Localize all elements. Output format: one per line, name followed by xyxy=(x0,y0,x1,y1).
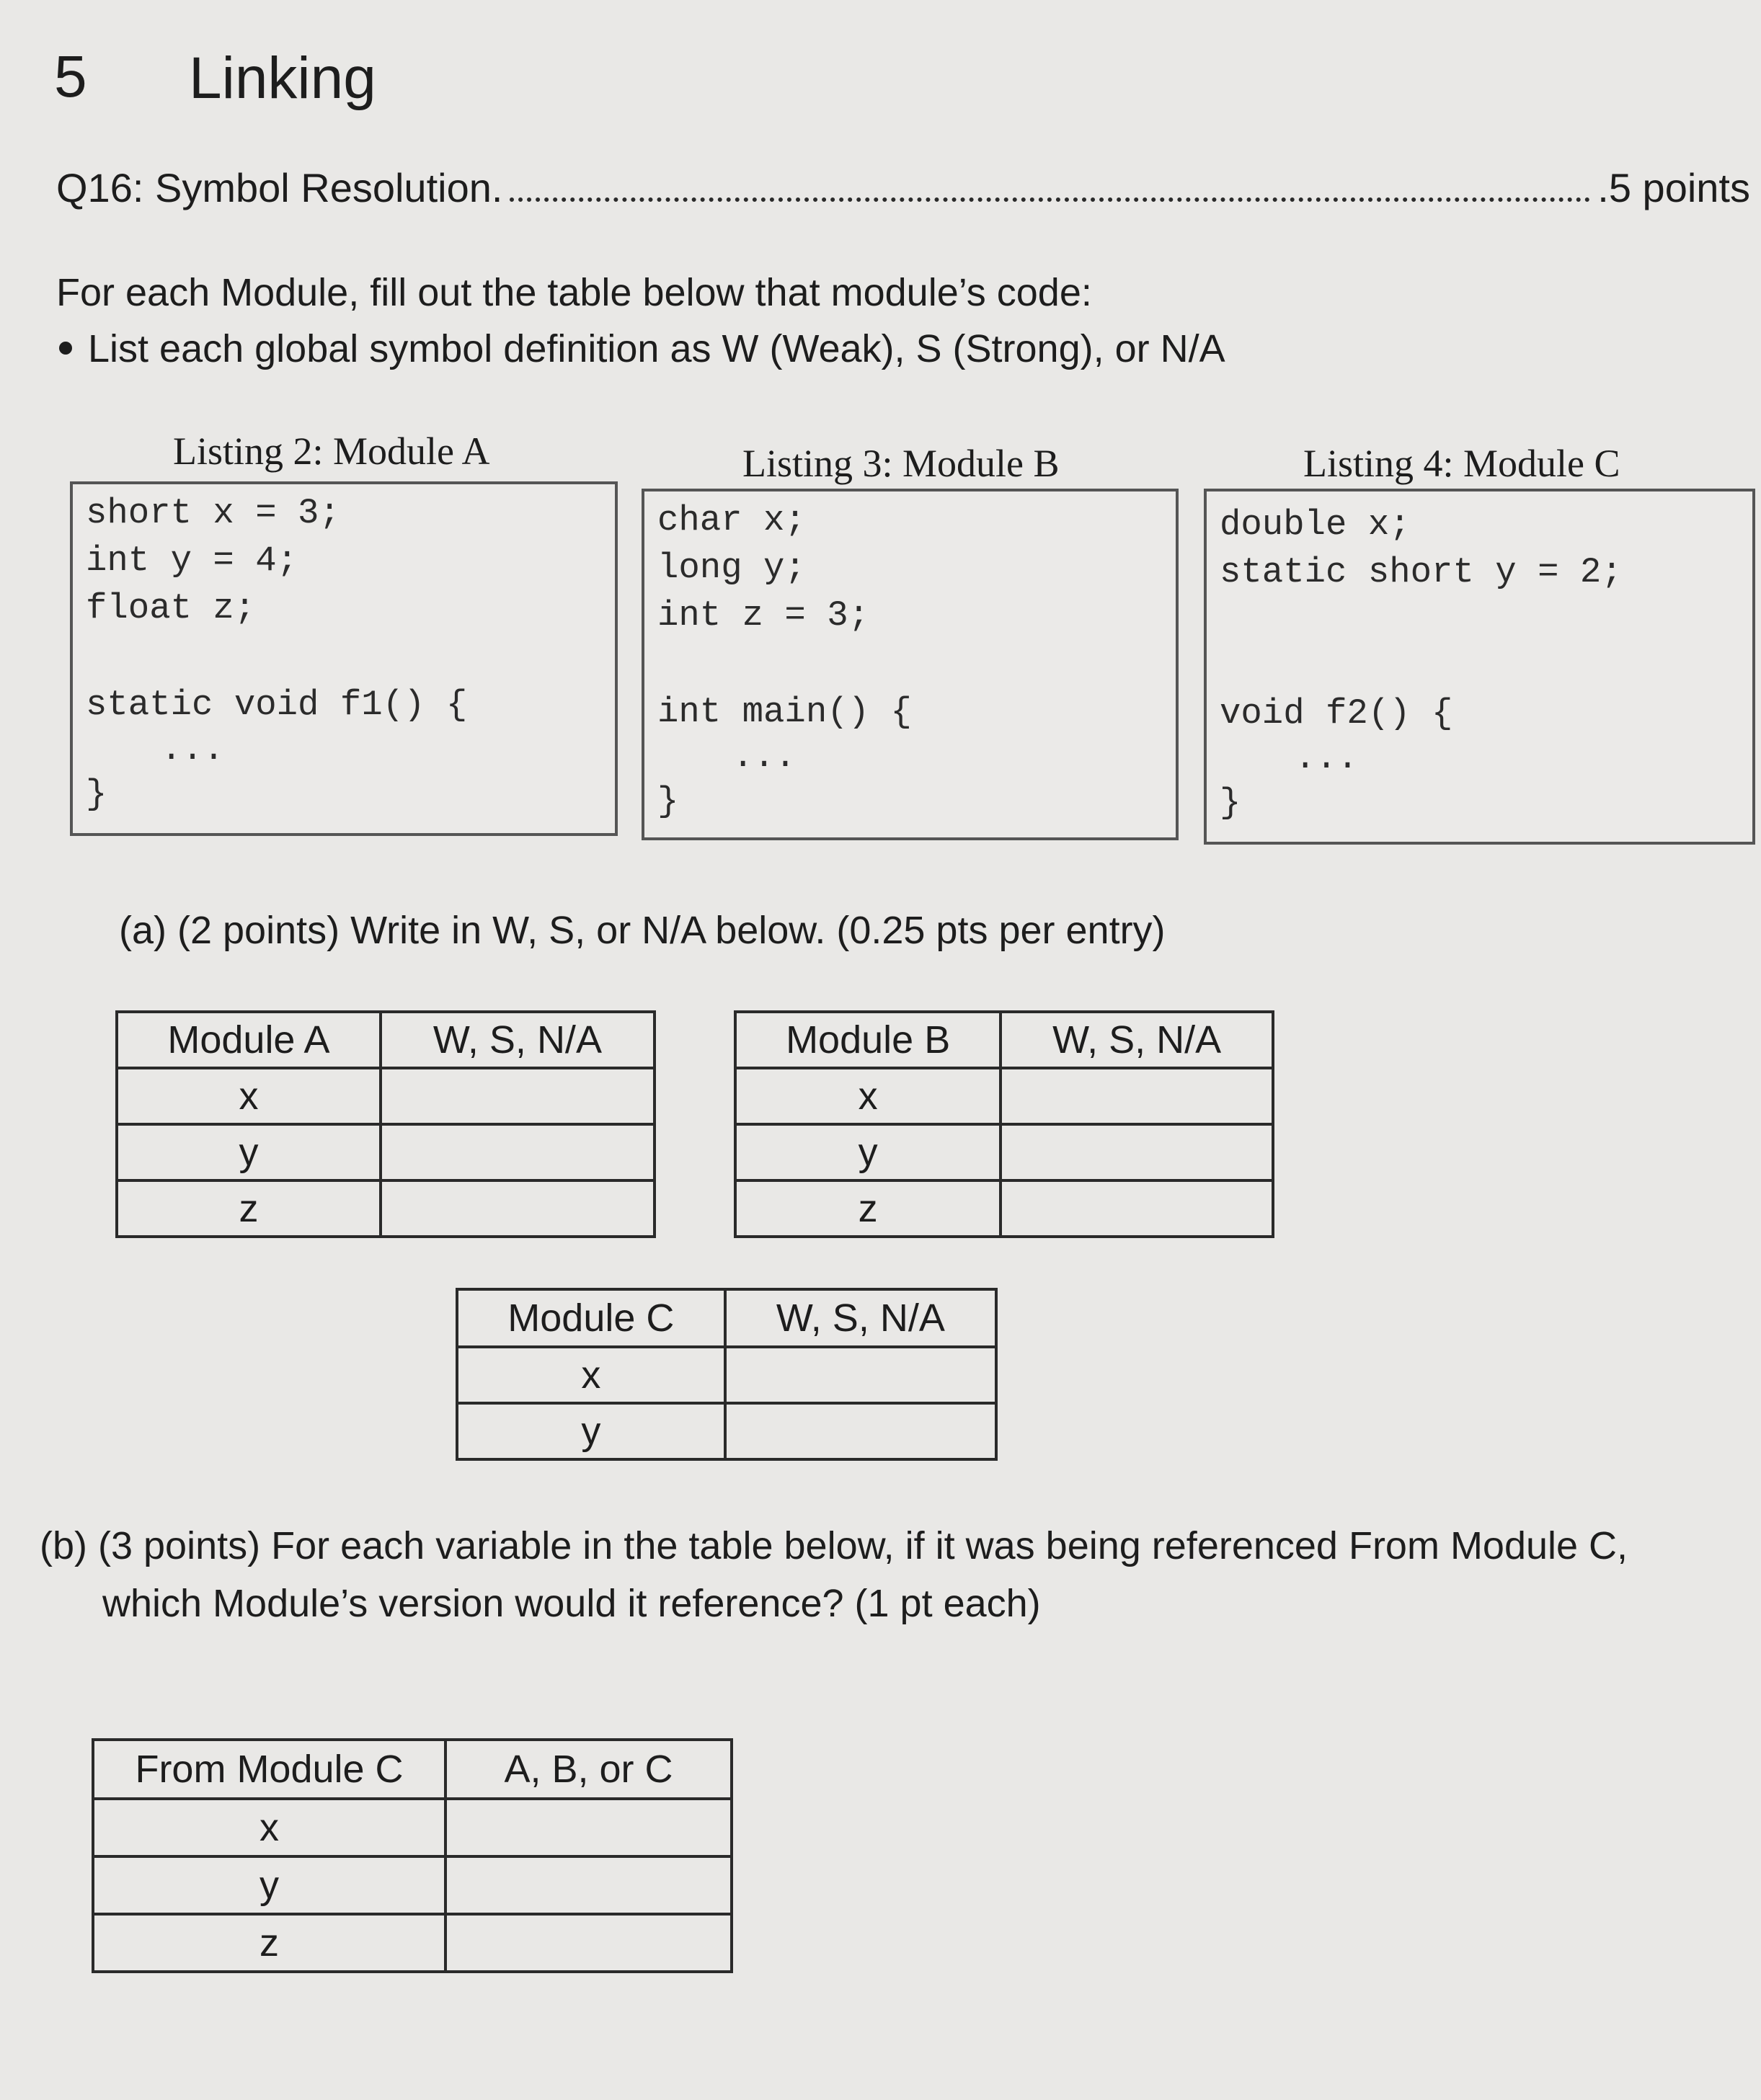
code-line: } xyxy=(86,774,107,814)
table-row-label: z xyxy=(93,1914,445,1972)
code-line: float z; xyxy=(86,588,256,628)
code-line: long y; xyxy=(657,548,806,588)
code-line: ... xyxy=(1295,738,1359,778)
code-listing-module-b xyxy=(642,489,1179,840)
code-line: int y = 4; xyxy=(86,540,298,581)
table-header: Module C xyxy=(457,1289,725,1347)
code-line: char x; xyxy=(657,500,806,540)
answer-cell[interactable] xyxy=(381,1068,655,1124)
table-row-label: z xyxy=(735,1180,1001,1237)
answer-cell[interactable] xyxy=(1001,1124,1273,1180)
part-b-line-1: (b) (3 points) For each variable in the table below, if it was being referenced From Module C, xyxy=(40,1524,1628,1567)
code-line: } xyxy=(1220,783,1241,823)
table-header: W, S, N/A xyxy=(1001,1012,1273,1068)
listing-caption-module-b: Listing 3: Module B xyxy=(742,442,1060,485)
listing-caption-module-a: Listing 2: Module A xyxy=(173,430,490,473)
code-line: short x = 3; xyxy=(86,493,340,533)
module-a-answer-table xyxy=(115,1010,656,1238)
question-points: .5 points xyxy=(1597,165,1750,210)
instruction-bullet xyxy=(59,326,1225,371)
answer-cell[interactable] xyxy=(1001,1068,1273,1124)
answer-cell[interactable] xyxy=(445,1856,732,1914)
answer-cell[interactable] xyxy=(725,1403,996,1459)
answer-cell[interactable] xyxy=(1001,1180,1273,1237)
table-header: Module A xyxy=(117,1012,381,1068)
table-header: W, S, N/A xyxy=(725,1289,996,1347)
code-listing-module-a xyxy=(70,481,618,836)
answer-cell[interactable] xyxy=(381,1124,655,1180)
table-row-label: x xyxy=(735,1068,1001,1124)
bullet-icon xyxy=(59,342,72,355)
code-line: int z = 3; xyxy=(657,595,870,636)
listing-caption-module-c: Listing 4: Module C xyxy=(1303,442,1620,485)
table-header: A, B, or C xyxy=(445,1740,732,1799)
module-c-answer-table xyxy=(456,1288,998,1461)
part-a-prompt: (a) (2 points) Write in W, S, or N/A below. (0.25 pts per entry) xyxy=(119,909,1166,952)
code-line: static void f1() { xyxy=(86,685,468,725)
code-line: int main() { xyxy=(657,692,912,732)
part-b-prompt xyxy=(40,1517,1748,1632)
part-b-line-2: which Module’s version would it reference? (1 pt each) xyxy=(102,1582,1041,1625)
code-line: static short y = 2; xyxy=(1220,552,1623,592)
answer-cell[interactable] xyxy=(445,1799,732,1856)
module-b-answer-table xyxy=(734,1010,1274,1238)
bullet-text: List each global symbol definition as W (Weak), S (Strong), or N/A xyxy=(88,327,1225,370)
question-line xyxy=(56,164,1750,211)
table-row-label: y xyxy=(457,1403,725,1459)
answer-cell[interactable] xyxy=(445,1914,732,1972)
instructions: For each Module, fill out the table below that module’s code: xyxy=(56,271,1092,314)
table-header: From Module C xyxy=(93,1740,445,1799)
table-row-label: y xyxy=(735,1124,1001,1180)
question-label: Q16: Symbol Resolution. xyxy=(56,165,503,210)
code-listing-module-c xyxy=(1204,489,1755,845)
dot-leader xyxy=(510,197,1590,202)
table-row-label: y xyxy=(93,1856,445,1914)
from-module-c-table xyxy=(92,1738,733,1973)
code-line: ... xyxy=(732,737,797,777)
table-row-label: y xyxy=(117,1124,381,1180)
table-row-label: x xyxy=(457,1347,725,1403)
code-line: ... xyxy=(161,729,225,770)
answer-cell[interactable] xyxy=(381,1180,655,1237)
code-line: } xyxy=(657,781,679,822)
table-row-label: x xyxy=(117,1068,381,1124)
section-title: Linking xyxy=(189,45,376,111)
table-header: Module B xyxy=(735,1012,1001,1068)
answer-cell[interactable] xyxy=(725,1347,996,1403)
code-line: double x; xyxy=(1220,504,1411,545)
code-line: void f2() { xyxy=(1220,693,1453,734)
table-row-label: x xyxy=(93,1799,445,1856)
table-row-label: z xyxy=(117,1180,381,1237)
section-number: 5 xyxy=(54,44,87,110)
table-header: W, S, N/A xyxy=(381,1012,655,1068)
